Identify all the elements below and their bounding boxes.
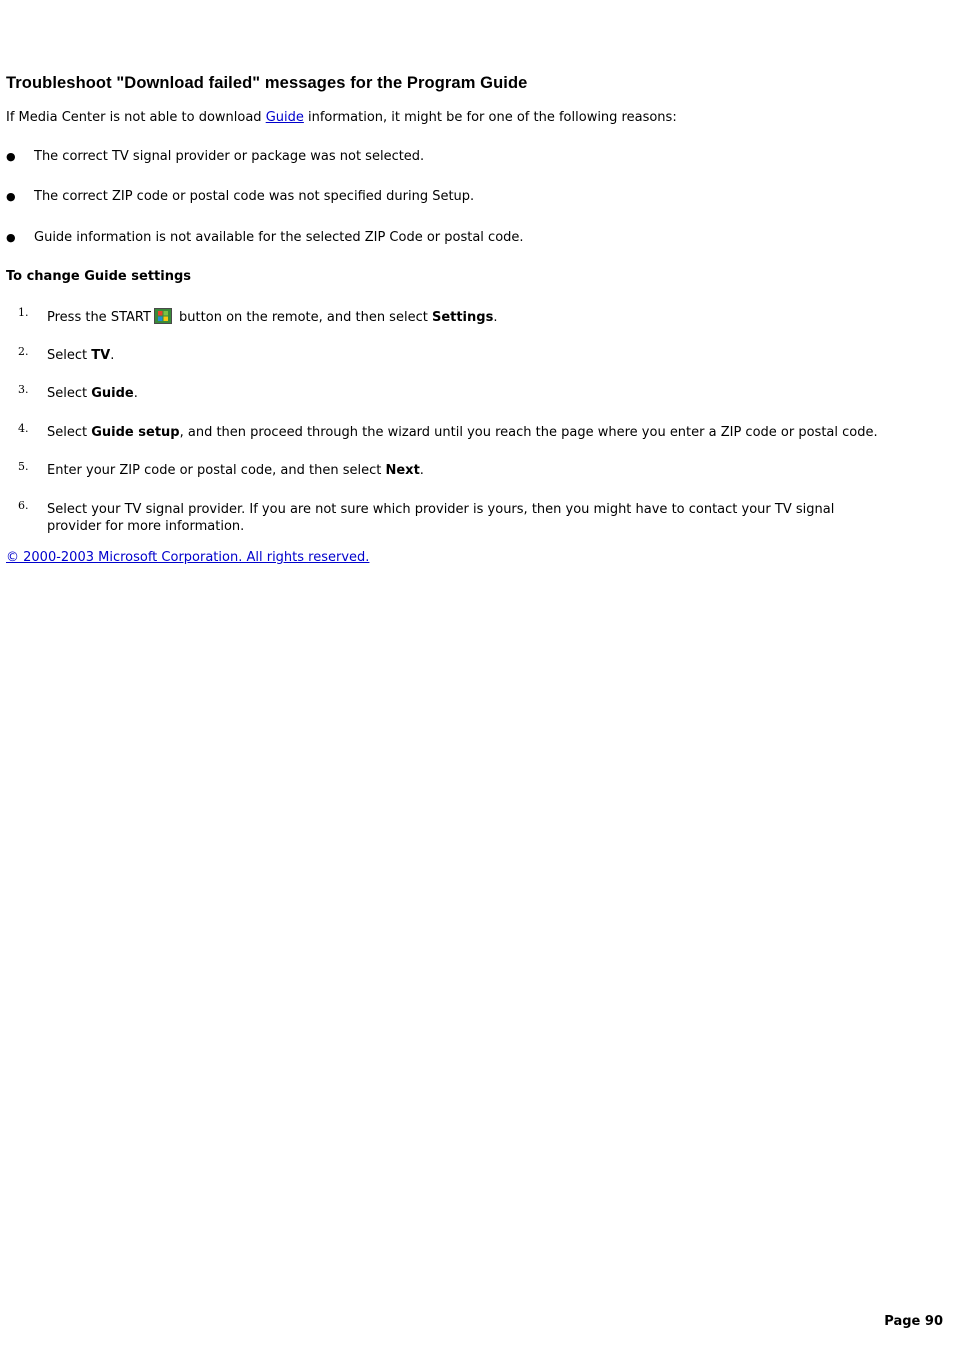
- list-item: [6, 189, 474, 205]
- step-number: 3.: [18, 383, 29, 396]
- step-text: [47, 462, 918, 479]
- step-text-part: .: [110, 348, 115, 363]
- bullet-icon: ●: [6, 231, 16, 244]
- settings-term: Settings: [431, 310, 494, 325]
- reason-text: The correct ZIP code or postal code was not specified during Setup.: [34, 189, 475, 204]
- step-text: [47, 385, 918, 402]
- copyright-link[interactable]: © 2000-2003 Microsoft Corporation. All rights reserved.: [6, 550, 370, 565]
- list-item: [6, 149, 424, 165]
- bullet-icon: ●: [6, 190, 16, 203]
- step-text-part: button on the remote, and then select: [174, 310, 432, 325]
- step-text: [47, 347, 918, 364]
- intro-text-after: information, it might be for one of the following reasons:: [303, 110, 677, 125]
- step-number: 6.: [18, 499, 29, 512]
- guide-setup-term: Guide setup: [91, 425, 180, 440]
- step-text: [47, 424, 918, 441]
- step-number: 2.: [18, 345, 29, 358]
- step-item: [18, 308, 918, 326]
- list-item: [6, 230, 524, 246]
- reason-text: Guide information is not available for the selected ZIP Code or postal code.: [34, 230, 524, 245]
- windows-start-icon: [154, 308, 172, 324]
- step-text-part: Select: [47, 425, 92, 440]
- step-text-part: Press the START: [47, 310, 151, 325]
- intro-text-before: If Media Center is not able to download: [6, 110, 266, 125]
- step-text-part: Select: [47, 348, 92, 363]
- page-number: Page 90: [884, 1314, 943, 1329]
- step-number: 1.: [18, 306, 29, 319]
- step-item: [18, 501, 878, 535]
- step-item: [18, 462, 918, 479]
- step-text-part: .: [133, 386, 138, 401]
- copyright-footer: [6, 550, 369, 565]
- tv-term: TV: [91, 348, 111, 363]
- reason-text: The correct TV signal provider or package was not selected.: [34, 149, 425, 164]
- next-term: Next: [385, 463, 420, 478]
- bullet-icon: ●: [6, 150, 16, 163]
- step-item: [18, 347, 918, 364]
- section-heading: To change Guide settings: [6, 269, 192, 284]
- guide-link[interactable]: Guide: [265, 110, 304, 125]
- intro-paragraph: [6, 110, 677, 125]
- step-text-part: .: [419, 463, 424, 478]
- step-number: 4.: [18, 422, 29, 435]
- step-text-part: .: [493, 310, 498, 325]
- step-text: Select your TV signal provider. If you are not sure which provider is yours, then you might have to contact your TV signal provider for more information.: [47, 502, 835, 534]
- step-text-part: Select: [47, 386, 92, 401]
- step-text: [47, 308, 918, 326]
- step-text-part: Enter your ZIP code or postal code, and then select: [47, 463, 386, 478]
- step-item: [18, 424, 918, 441]
- guide-term: Guide: [91, 386, 134, 401]
- page-title: Troubleshoot "Download failed" messages for the Program Guide: [6, 74, 528, 92]
- step-number: 5.: [18, 460, 29, 473]
- step-item: [18, 385, 918, 402]
- step-text-part: , and then proceed through the wizard until you reach the page where you enter a ZIP code or postal code.: [179, 425, 878, 440]
